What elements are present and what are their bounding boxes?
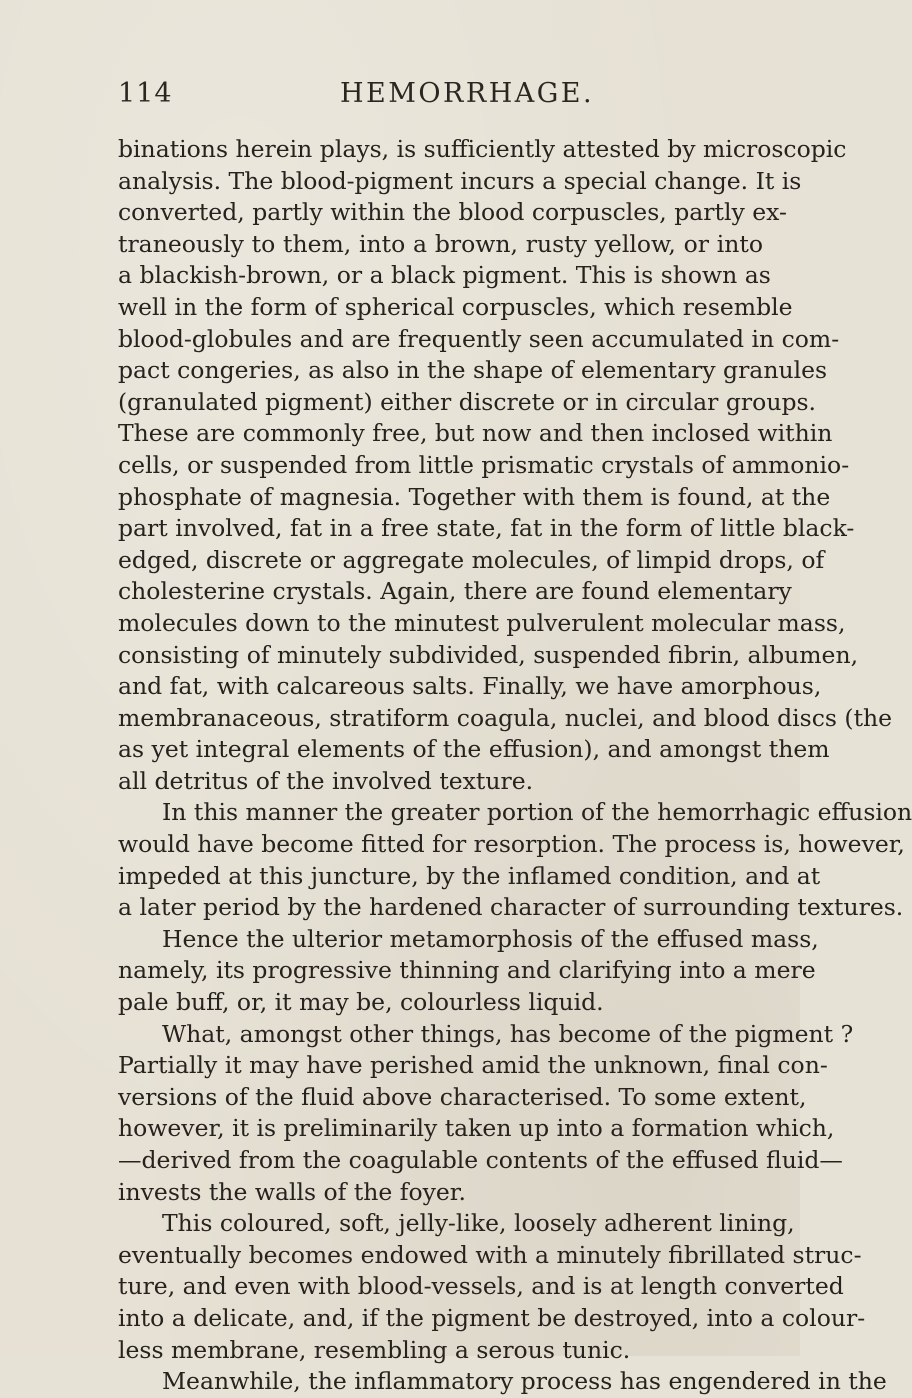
text-line: pact congeries, as also in the shape of elementary granules — [118, 356, 828, 385]
text-line: part involved, fat in a free state, fat in the form of little black- — [118, 514, 855, 543]
text-line: as yet integral elements of the effusion), and amongst them — [118, 735, 830, 764]
text-line: and fat, with calcareous salts. Finally, we have amorphous, — [118, 672, 822, 701]
text-line: Meanwhile, the inflammatory process has engendered in the — [162, 1367, 887, 1396]
text-line: binations herein plays, is sufficiently attested by microscopic — [118, 135, 847, 163]
running-header — [0, 78, 800, 118]
text-line: well in the form of spherical corpuscles, which resemble — [118, 292, 793, 321]
text-line: Partially it may have perished amid the unknown, final con- — [118, 1051, 828, 1080]
text-line: membranaceous, stratiform coagula, nuclei, and blood discs (the — [118, 703, 893, 732]
text-line: phosphate of magnesia. Together with them is found, at the — [118, 482, 831, 511]
paragraph — [118, 1019, 854, 1209]
text-line: eventually becomes endowed with a minutely fibrillated struc- — [118, 1240, 862, 1269]
text-line: This coloured, soft, jelly-like, loosely adherent lining, — [162, 1209, 795, 1238]
page-number: 114 — [118, 78, 173, 109]
text-line: impeded at this juncture, by the inflamed condition, and at — [118, 861, 821, 890]
text-line: traneously to them, into a brown, rusty yellow, or into — [118, 229, 763, 258]
text-line: edged, discrete or aggregate molecules, of limpid drops, of — [118, 545, 825, 574]
text-line: molecules down to the minutest pulverulent molecular mass, — [118, 608, 846, 637]
paragraph — [118, 134, 893, 797]
paragraph — [118, 1208, 866, 1366]
text-line: would have become fitted for resorption. The process is, however, — [118, 830, 905, 859]
text-line: versions of the fluid above characterised. To some extent, — [118, 1082, 807, 1111]
text-line: consisting of minutely subdivided, suspended fibrin, albumen, — [118, 640, 859, 669]
paragraph — [118, 797, 912, 923]
body-text — [118, 134, 912, 1398]
text-line: a later period by the hardened character of surrounding textures. — [118, 893, 904, 922]
text-line: (granulated pigment) either discrete or in circular groups. — [118, 387, 817, 416]
text-line: —derived from the coagulable contents of the effused fluid— — [118, 1146, 843, 1174]
text-line: a blackish-brown, or a black pigment. This is shown as — [118, 261, 771, 290]
text-line: invests the walls of the foyer. — [118, 1177, 466, 1206]
text-line: cholesterine crystals. Again, there are found elementary — [118, 577, 792, 606]
text-line: These are commonly free, but now and then inclosed within — [118, 419, 833, 448]
text-line: Hence the ulterior metamorphosis of the effused mass, — [162, 924, 819, 953]
text-line: namely, its progressive thinning and clarifying into a mere — [118, 956, 816, 985]
text-line: into a delicate, and, if the pigment be destroyed, into a colour- — [118, 1303, 866, 1332]
text-line: blood-globules and are frequently seen accumulated in com- — [118, 324, 840, 353]
text-line: analysis. The blood-pigment incurs a special change. It is — [118, 166, 802, 195]
text-line: In this manner the greater portion of the hemorrhagic effusion — [162, 798, 912, 827]
running-title: HEMORRHAGE. — [340, 78, 595, 109]
paragraph — [118, 1366, 887, 1398]
text-line: less membrane, resembling a serous tunic. — [118, 1335, 631, 1364]
text-line: cells, or suspended from little prismatic crystals of ammonio- — [118, 450, 850, 479]
text-line: however, it is preliminarily taken up into a formation which, — [118, 1114, 835, 1143]
text-line: all detritus of the involved texture. — [118, 766, 534, 795]
text-line: What, amongst other things, has become of the pigment ? — [162, 1019, 854, 1048]
paragraph — [118, 924, 819, 1019]
text-line: converted, partly within the blood corpuscles, partly ex- — [118, 198, 787, 227]
text-line: pale buff, or, it may be, colourless liquid. — [118, 988, 604, 1017]
text-line: ture, and even with blood-vessels, and is at length converted — [118, 1272, 844, 1301]
